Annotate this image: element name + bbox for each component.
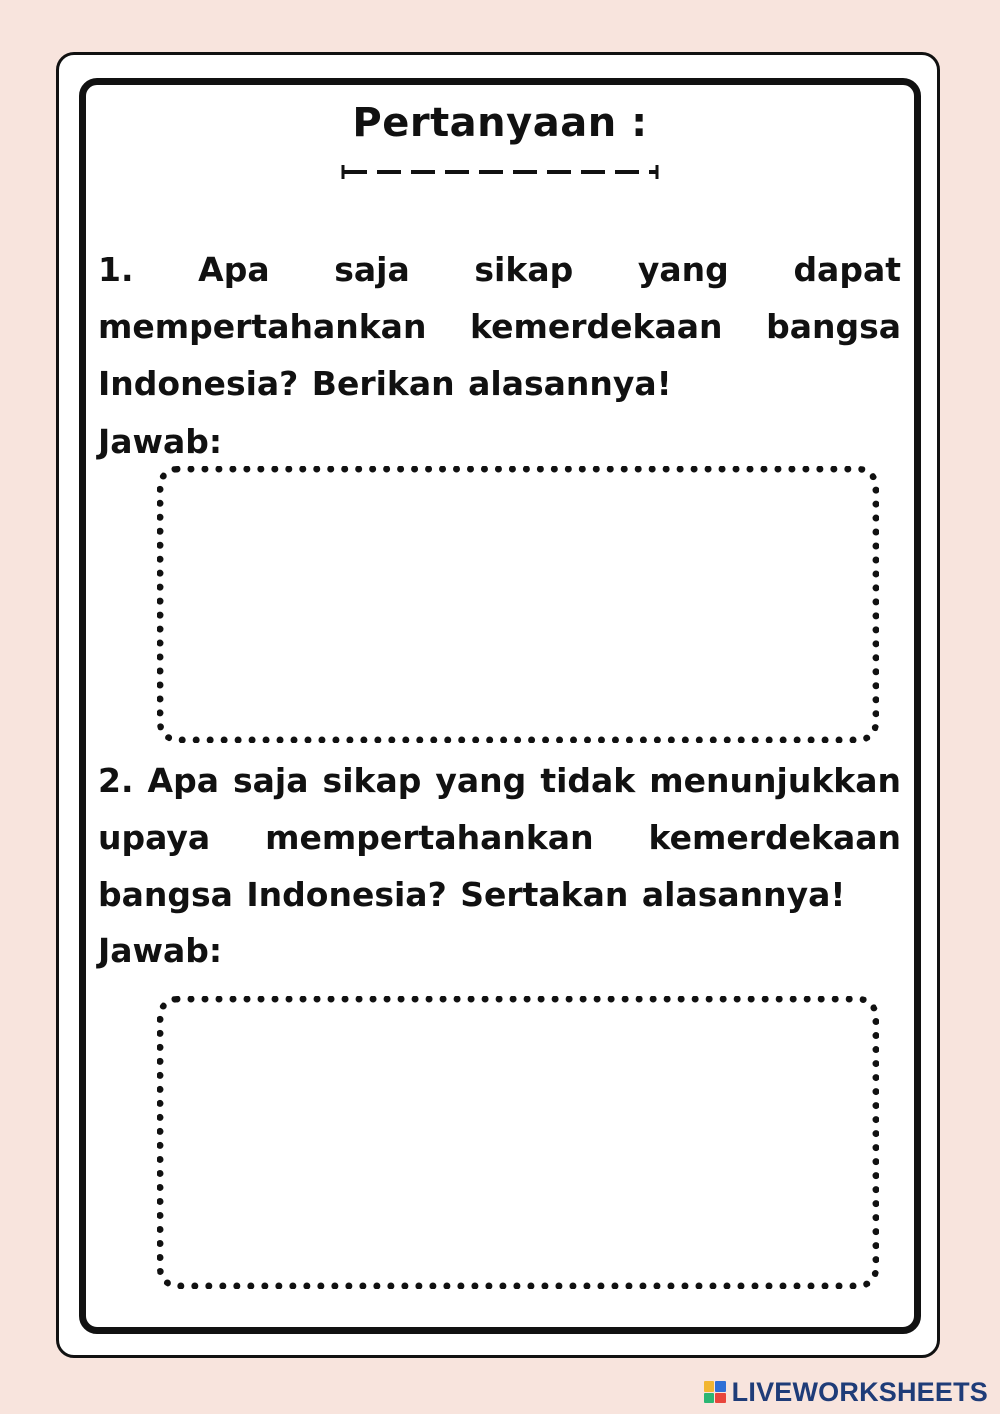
page-title: Pertanyaan : — [352, 100, 648, 146]
answer-box-2[interactable] — [157, 996, 879, 1289]
title-underline-decoration — [340, 162, 660, 182]
liveworksheets-logo-icon — [704, 1381, 726, 1403]
answer-label-1: Jawab: — [98, 422, 223, 461]
logo-square-1 — [704, 1381, 715, 1392]
answer-box-1[interactable] — [157, 466, 879, 743]
logo-square-2 — [715, 1381, 726, 1392]
question-1-text: 1. Apa saja sikap yang dapat mempertahankan kemerdekaan bangsa Indonesia? Berikan alasannya! — [98, 250, 901, 403]
answer-label-2: Jawab: — [98, 931, 223, 970]
logo-square-4 — [715, 1393, 726, 1404]
logo-square-3 — [704, 1393, 715, 1404]
liveworksheets-brand-text: LIVEWORKSHEETS — [731, 1376, 988, 1407]
liveworksheets-logo — [704, 1376, 988, 1408]
question-2-text: 2. Apa saja sikap yang tidak menunjukkan upaya mempertahankan kemerdekaan bangsa Indonesia? Sertakan alasannya! — [98, 761, 901, 914]
